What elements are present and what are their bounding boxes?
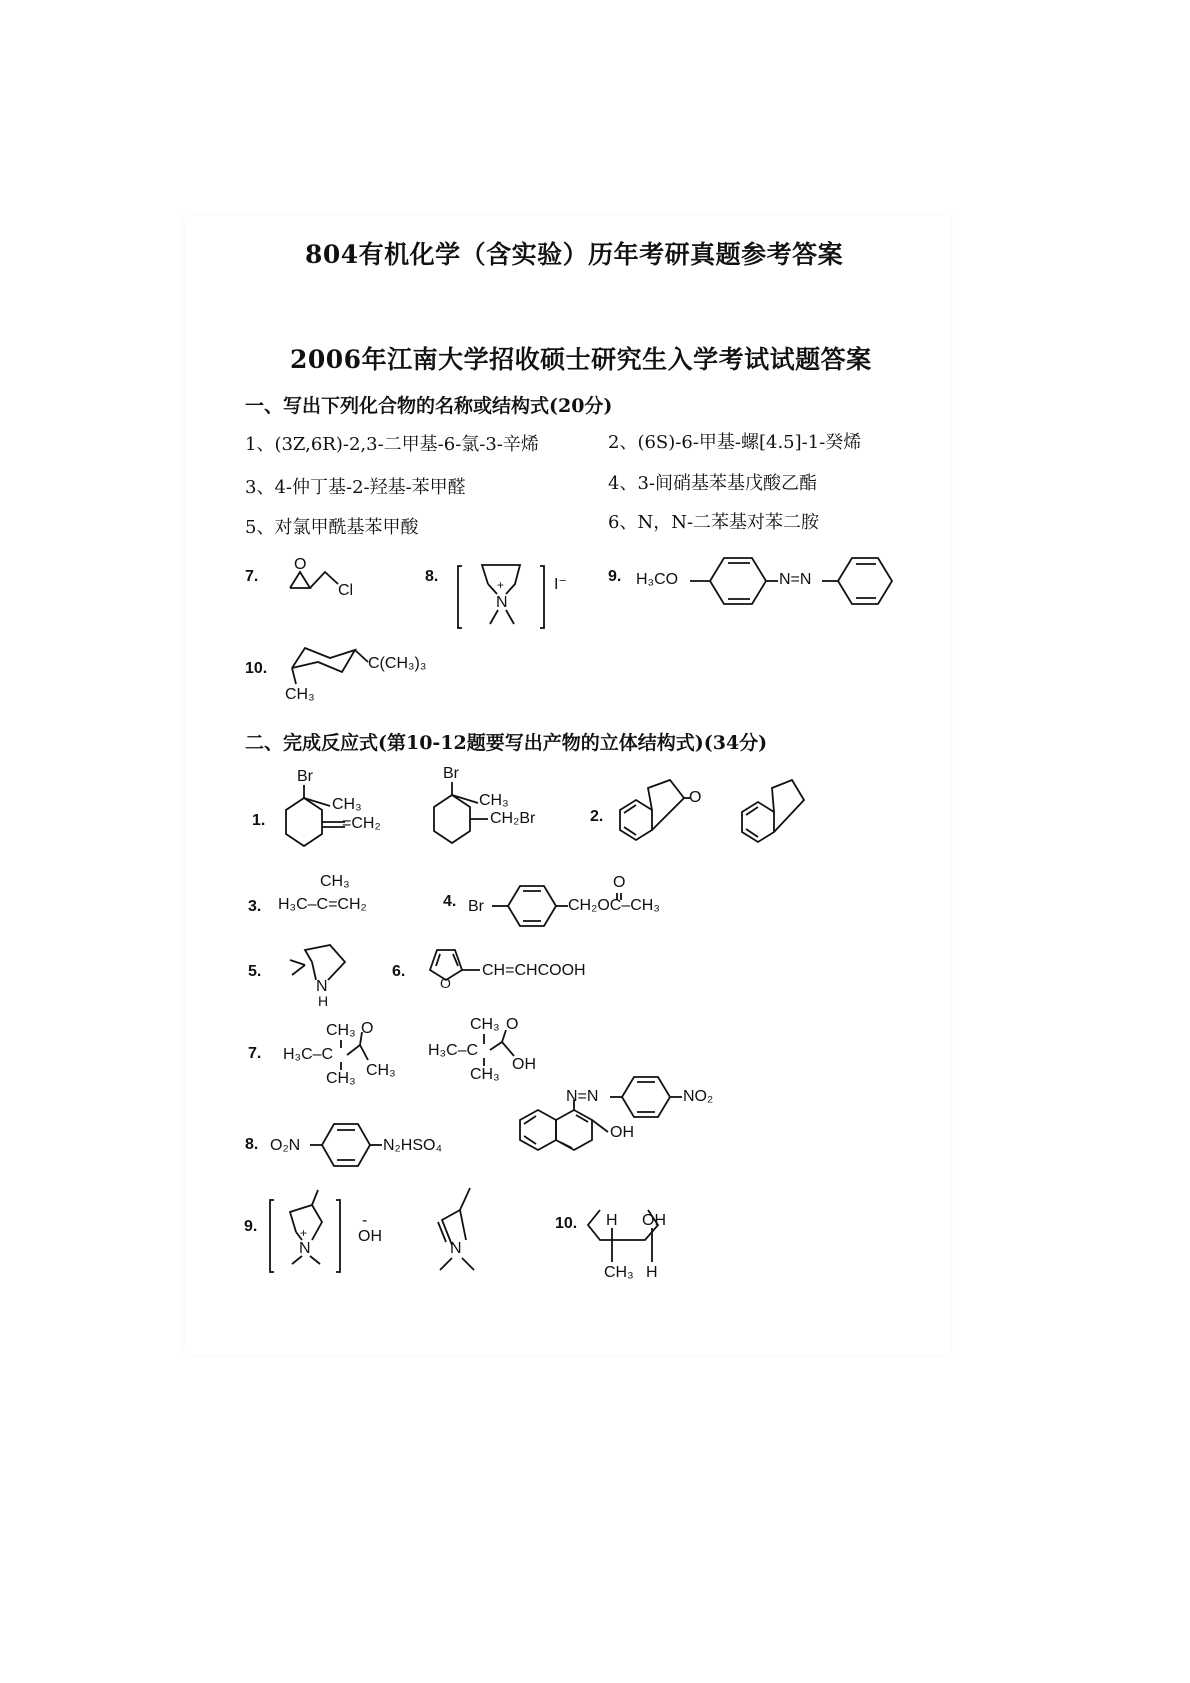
r10-methyl: CH₃ (604, 1264, 634, 1281)
r8-product-nitro: NO₂ (683, 1088, 714, 1105)
reaction-2-structures (620, 780, 804, 842)
r9-minus: - (362, 1212, 368, 1229)
r7-product-oxygen: O (506, 1016, 519, 1033)
q8-nitrogen: N (496, 594, 508, 611)
r7-methyl-top: CH₃ (326, 1022, 356, 1039)
r7-methyl-right: CH₃ (366, 1062, 396, 1079)
r8-nitro: O₂N (270, 1137, 301, 1154)
section-2-heading: 二、完成反应式(第10-12题要写出产物的立体结构式)(34分) (245, 732, 768, 754)
question-2-answer: 2、(6S)-6-甲基-螺[4.5]-1-癸烯 (608, 432, 862, 453)
r9-hydroxide: OH (358, 1228, 382, 1245)
r7-product-methyl-bottom: CH₃ (470, 1066, 500, 1083)
r6-furan-oxygen: O (440, 975, 451, 991)
r8-product-hydroxyl: OH (610, 1124, 634, 1141)
r1-methyl: CH₃ (332, 796, 362, 813)
q7-chlorine: Cl (338, 582, 354, 599)
r7-product-hydroxyl: OH (512, 1056, 536, 1073)
q8-iodide: I⁻ (554, 576, 567, 593)
page-title: 804有机化学（含实验）历年考研真题参考答案 (305, 240, 844, 269)
r8-number: 8. (245, 1136, 259, 1153)
q10-number: 10. (245, 660, 268, 677)
r8-diazonium: N₂HSO₄ (383, 1137, 442, 1154)
r1-number: 1. (252, 812, 266, 829)
r10-hydroxyl: OH (642, 1212, 666, 1229)
r9-number: 9. (244, 1218, 258, 1235)
r3-number: 3. (248, 898, 262, 915)
r3-methyl: CH₃ (320, 873, 350, 890)
q9-number: 9. (608, 568, 622, 585)
r4-ester-chain: CH₂OC–CH₃ (568, 897, 660, 914)
q10-tbutyl: C(CH₃)₃ (368, 655, 427, 672)
question-4-answer: 4、3-间硝基苯基戊酸乙酯 (608, 473, 817, 494)
r3-formula: H₃C–C=CH₂ (278, 896, 367, 913)
reaction-8-structures (310, 1077, 682, 1166)
r4-oxygen: O (613, 874, 626, 891)
r1-product-methyl: CH₃ (479, 792, 509, 809)
r9-nitrogen: N (299, 1240, 311, 1257)
r6-number: 6. (392, 963, 406, 980)
section-1-heading: 一、写出下列化合物的名称或结构式(20分) (245, 395, 613, 417)
r6-side-chain: CH=CHCOOH (482, 962, 586, 979)
exam-subtitle: 2006年江南大学招收硕士研究生入学考试试题答案 (290, 345, 872, 374)
r7-product-methyl-top: CH₃ (470, 1016, 500, 1033)
question-1-answer: 1、(3Z,6R)-2,3-二甲基-6-氯-3-辛烯 (245, 434, 539, 455)
r10-number: 10. (555, 1215, 578, 1232)
q8-number: 8. (425, 568, 439, 585)
r2-number: 2. (590, 808, 604, 825)
r1-methylene: =CH₂ (342, 815, 381, 832)
question-6-answer: 6、N，N-二苯基对苯二胺 (608, 512, 820, 533)
question-3-answer: 3、4-仲丁基-2-羟基-苯甲醛 (245, 477, 466, 498)
r4-number: 4. (443, 893, 457, 910)
r8-azo: N=N (566, 1088, 599, 1105)
r10-hydrogen-bottom: H (646, 1264, 658, 1281)
r2-carbonyl-oxygen: O (689, 789, 702, 806)
r5-nitrogen: N (316, 978, 328, 995)
r1-product-bromomethyl: CH₂Br (490, 810, 536, 827)
r1-bromine: Br (297, 768, 313, 785)
r5-hydrogen: H (318, 993, 329, 1009)
r9-plus: + (300, 1226, 308, 1240)
q7-number: 7. (245, 568, 259, 585)
r1-product-bromine: Br (443, 765, 459, 782)
r5-number: 5. (248, 963, 262, 980)
r7-product-tbutyl: H₃C–C (428, 1042, 479, 1059)
reaction-5-structure (290, 945, 345, 980)
r10-hydrogen-top: H (606, 1212, 618, 1229)
r9-product-nitrogen: N (450, 1240, 462, 1257)
structure-7-epoxide (290, 572, 338, 588)
q10-methyl: CH₃ (285, 686, 315, 703)
question-5-answer: 5、对氯甲酰基苯甲酸 (245, 517, 419, 538)
r4-bromine: Br (468, 898, 484, 915)
q8-plus: + (497, 578, 505, 592)
q9-azo: N=N (779, 571, 812, 588)
r7-number: 7. (248, 1045, 262, 1062)
r7-oxygen: O (361, 1020, 374, 1037)
q7-oxygen: O (294, 556, 307, 573)
r7-tbutyl: H₃C–C (283, 1046, 334, 1063)
reaction-1-structures (286, 782, 488, 846)
r7-methyl-bottom: CH₃ (326, 1070, 356, 1087)
q9-methoxy: H₃CO (636, 571, 679, 588)
reaction-6-structure (430, 950, 480, 980)
structure-10-chair (292, 648, 368, 684)
